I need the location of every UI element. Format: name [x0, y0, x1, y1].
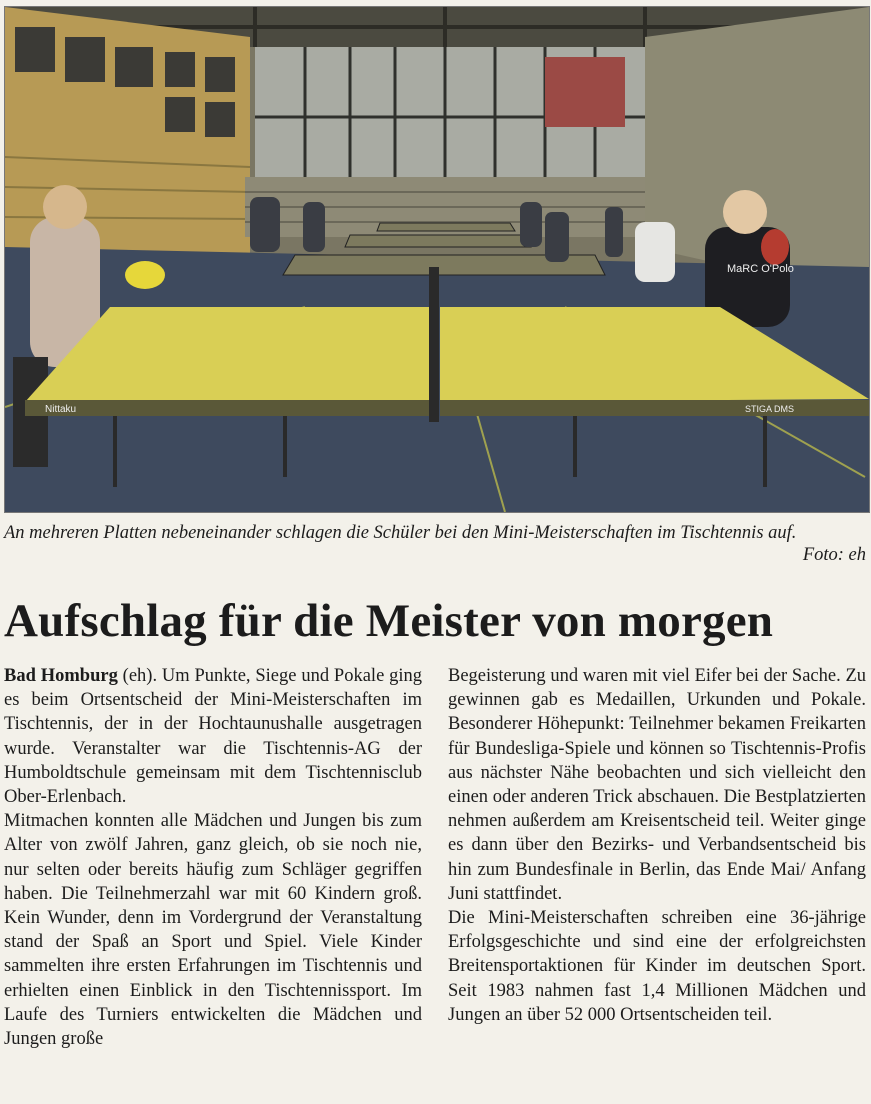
table-brand-right: STIGA DMS — [745, 404, 795, 414]
dateline: Bad Homburg — [4, 666, 118, 686]
article-paragraph-1 — [4, 664, 422, 809]
article-paragraph-3: Begeisterung und waren mit viel Eifer bei der Sache. Zu gewinnen gab es Medaillen, Urkunden und Pokale. Besonderer Höhepunkt: Teilnehmer bekamen Freikarten für Bundesliga-Spiele und können so Tischtennis-Profis aus nächster Nähe beobachten und sich vielleicht den einen oder anderen Trick abschauen. Die Bestplatzierten nehmen außerdem am Kreisentscheid teil. Weiter ginge es dann über den Bezirks- und Verbandsentscheid bis hin zum Bundesfinale in Berlin, das Ende Mai/ Anfang Juni stattfindet. — [448, 666, 866, 904]
table-brand-left: Nittaku — [45, 404, 77, 415]
shirt-print: MaRC O'Polo — [727, 263, 794, 275]
article-column-right — [448, 664, 866, 1027]
photo-caption — [4, 522, 868, 565]
headline: Aufschlag für die Meister von morgen — [4, 595, 774, 647]
article-photo — [4, 6, 870, 513]
article-paragraph-2: Mitmachen konnten alle Mädchen und Jungen bis zum Alter von zwölf Jahren, ganz gleich, ob sie noch nie, nur selten oder bereits häufig zum Schläger gegriffen haben. Die Teilnehmerzahl war mit 60 Kindern groß. Kein Wunder, denn im Vordergrund der Veranstaltung stand der Spaß an Sport und Spiel. Viele Kinder sammelten ihre ersten Erfahrungen im Tischtennis und erhielten einen Einblick in den Tischtennissport. Im Laufe des Turniers entwickelten die Mädchen und Jungen große — [4, 811, 422, 1050]
paragraph-1-text: (eh). Um Punkte, Siege und Pokale ging es beim Ortsentscheid der Mini-Meisterschaften im Tischtennis, der in der Hochtaunushalle ausgetragen wurde. Veranstalter war die Tischtennis-AG der Humboldtschule gemeinsam mit dem Tischtennisclub Ober-Erlenbach. — [4, 666, 423, 808]
article-column-left — [4, 664, 422, 1051]
caption-text: An mehreren Platten nebeneinander schlagen die Schüler bei den Mini-Meisterschaften im Tischtennis auf. — [4, 523, 797, 543]
article-paragraph-4: Die Mini-Meisterschaften schreiben eine 36-jährige Erfolgsgeschichte und sind eine der erfolgreichsten Breitensportaktionen für Kinder im deutschen Sport. Seit 1983 nahmen fast 1,4 Millionen Mädchen und Jungen an über 52 000 Ortsentscheiden teil. — [448, 908, 866, 1025]
photo-credit: Foto: eh — [802, 545, 866, 565]
